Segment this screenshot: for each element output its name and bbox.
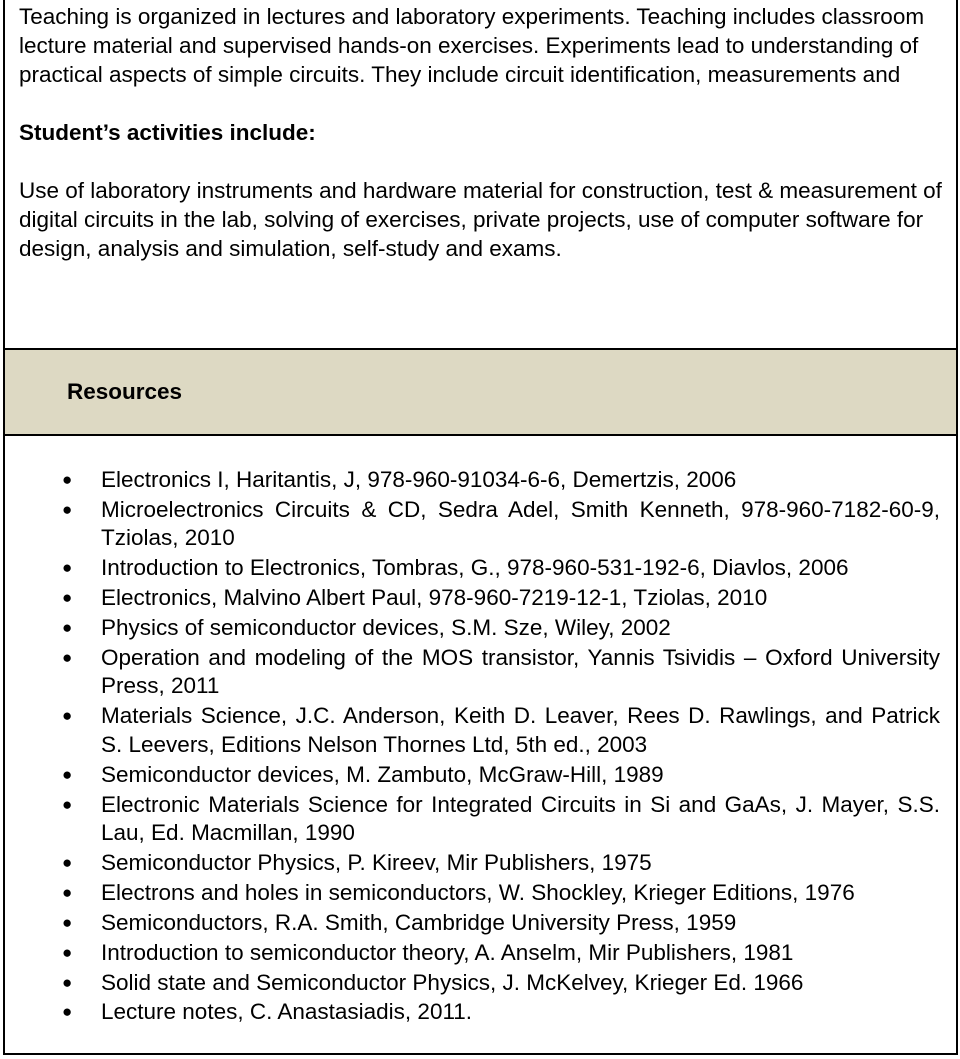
resource-item — [62, 879, 940, 908]
bullet-icon: ● — [62, 499, 73, 519]
resource-text: Semiconductor devices, M. Zambuto, McGraw-Hill, 1989 — [101, 761, 664, 787]
bullet-icon: ● — [62, 853, 73, 873]
resources-header — [5, 350, 956, 436]
resource-item — [62, 791, 940, 848]
resource-item — [62, 939, 940, 968]
bullet-icon: ● — [62, 1002, 73, 1022]
resource-text: Lecture notes, C. Anastasiadis, 2011. — [101, 999, 473, 1025]
resource-text: Electronics I, Haritantis, J, 978-960-91034-6-6, Demertzis, 2006 — [101, 467, 737, 492]
resource-item — [62, 466, 940, 495]
resource-text: Physics of semiconductor devices, S.M. Sze, Wiley, 2002 — [101, 615, 671, 641]
bullet-icon: ● — [62, 942, 73, 962]
resource-text: Electrons and holes in semiconductors, W. Shockley, Krieger Editions, 1976 — [101, 879, 855, 905]
teaching-section — [5, 0, 956, 350]
resource-text: Solid state and Semiconductor Physics, J. McKelvey, Krieger Ed. 1966 — [101, 969, 804, 995]
resource-text: Introduction to Electronics, Tombras, G., 978-960-531-192-6, Diavlos, 2006 — [101, 555, 849, 581]
bullet-icon: ● — [62, 764, 73, 784]
resource-item — [62, 849, 940, 878]
resource-item — [62, 584, 940, 613]
resource-text: Electronic Materials Science for Integrated Circuits in Si and GaAs, J. Mayer, S.S. Lau, Ed. Macmillan, 1990 — [101, 791, 940, 846]
teaching-intro-paragraph: Teaching is organized in lectures and laboratory experiments. Teaching includes classroom lecture material and supervised hands-on exercises. Experiments lead to understanding of practical aspects of simple circuits. They include circuit identification, measurements and — [19, 4, 925, 87]
resources-heading: Resources — [67, 379, 183, 404]
resource-text: Materials Science, J.C. Anderson, Keith D. Leaver, Rees D. Rawlings, and Patrick S. Leevers, Editions Nelson Thornes Ltd, 5th ed., 2003 — [101, 703, 940, 757]
resource-item — [62, 644, 940, 701]
resource-item — [62, 614, 940, 643]
bullet-icon: ● — [62, 647, 73, 667]
bullet-icon: ● — [62, 470, 73, 489]
resource-text: Microelectronics Circuits & CD, Sedra Adel, Smith Kenneth, 978-960-7182-60-9, Tziolas, 2010 — [101, 496, 940, 551]
bullet-icon: ● — [62, 794, 73, 814]
resource-item — [62, 909, 940, 938]
activities-heading: Student’s activities include: — [19, 120, 316, 145]
resource-item — [62, 496, 940, 553]
activities-paragraph: Use of laboratory instruments and hardware material for construction, test & measurement of digital circuits in the lab, solving of exercises, private projects, use of computer software for design, analysis and simulation, self-study and exams. — [19, 178, 942, 261]
course-document-table — [3, 0, 958, 1055]
resource-text: Introduction to semiconductor theory, A. Anselm, Mir Publishers, 1981 — [101, 939, 794, 965]
resource-item — [62, 998, 940, 1027]
resource-item — [62, 554, 940, 583]
resource-item — [62, 761, 940, 790]
resource-text: Semiconductors, R.A. Smith, Cambridge University Press, 1959 — [101, 909, 737, 935]
bullet-icon: ● — [62, 618, 73, 638]
resources-list — [5, 436, 956, 1027]
bullet-icon: ● — [62, 588, 73, 608]
resource-text: Operation and modeling of the MOS transistor, Yannis Tsividis – Oxford University Press, 2011 — [101, 644, 940, 699]
resource-item — [62, 969, 940, 998]
resource-text: Electronics, Malvino Albert Paul, 978-960-7219-12-1, Tziolas, 2010 — [101, 585, 768, 611]
bullet-icon: ● — [62, 972, 73, 992]
bullet-icon: ● — [62, 912, 73, 932]
resource-item — [62, 702, 940, 759]
resource-text: Semiconductor Physics, P. Kireev, Mir Publishers, 1975 — [101, 850, 652, 876]
bullet-icon: ● — [62, 882, 73, 902]
bullet-icon: ● — [62, 706, 73, 726]
bullet-icon: ● — [62, 558, 73, 578]
